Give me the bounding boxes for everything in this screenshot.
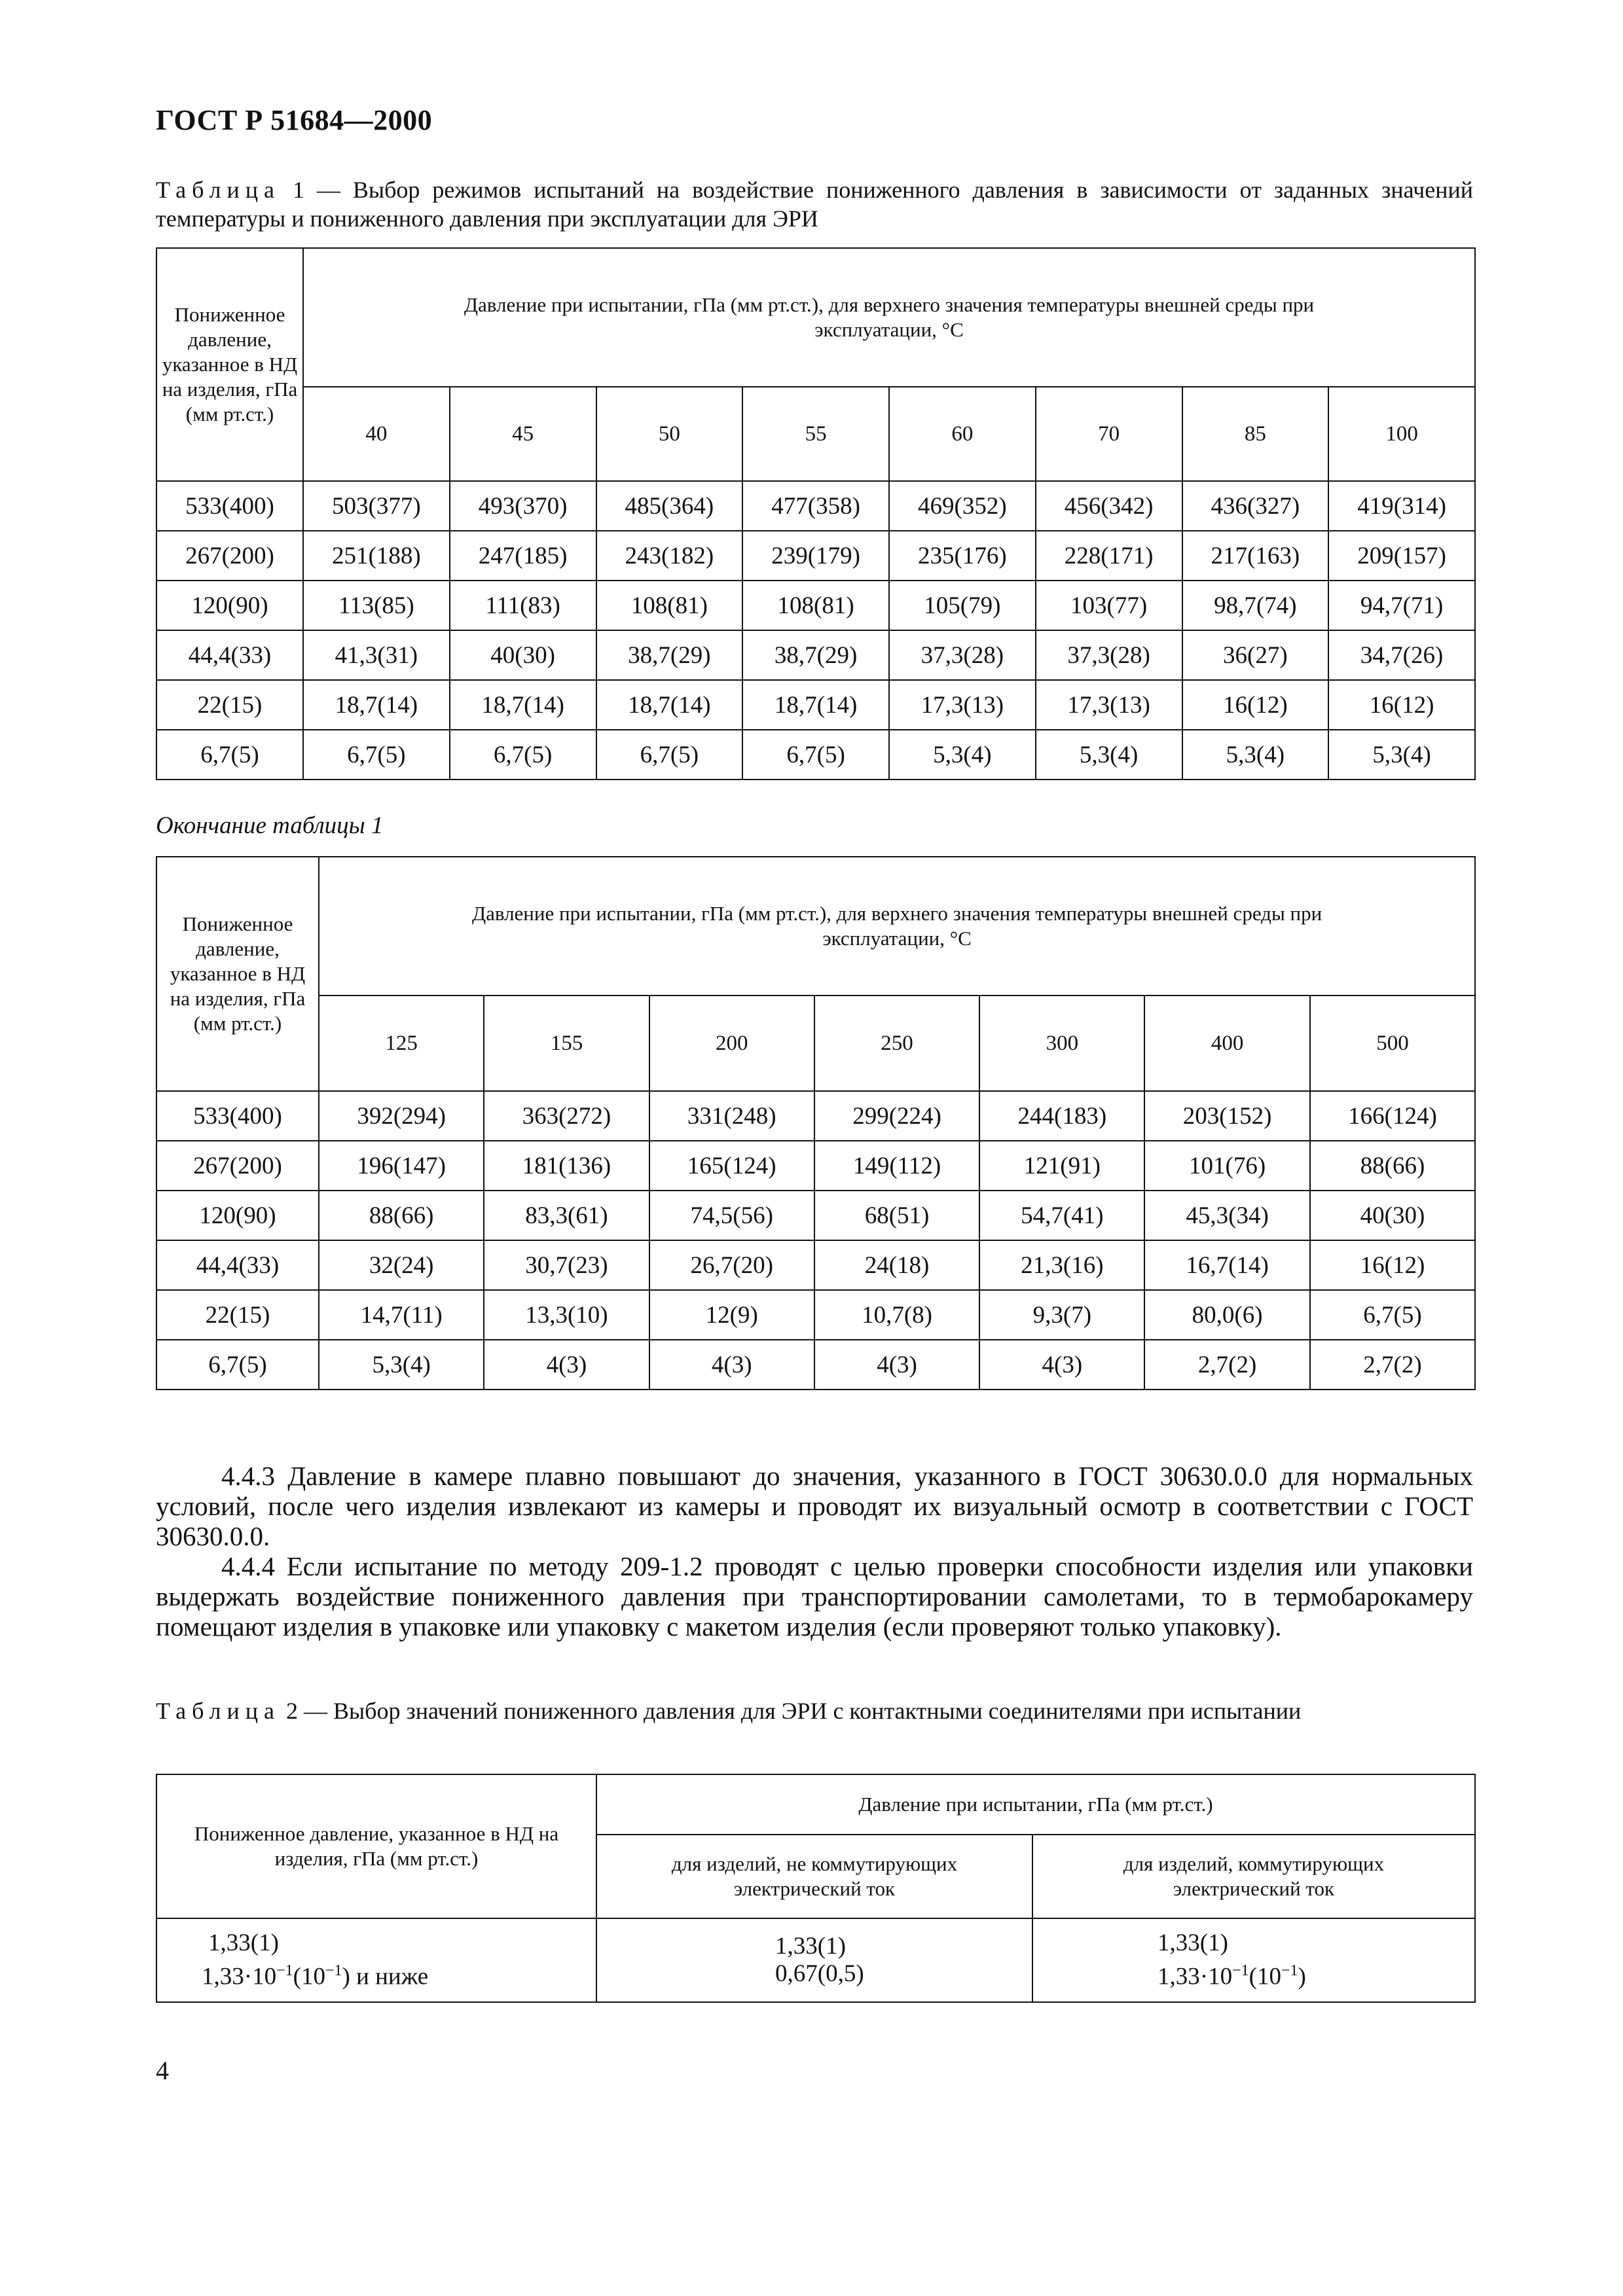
t1-temp-header: 100	[1328, 387, 1475, 481]
table-cell-test-pressure: 18,7(14)	[450, 680, 596, 730]
t1-temp-header: 50	[596, 387, 743, 481]
table-cell-test-pressure: 9,3(7)	[979, 1290, 1144, 1340]
table-cell-test-pressure: 2,7(2)	[1144, 1340, 1309, 1390]
table-cell-test-pressure: 5,3(4)	[1036, 730, 1182, 780]
table-row	[156, 1290, 1475, 1340]
table-cell-test-pressure: 6,7(5)	[303, 730, 450, 780]
paragraph-4-4-4-text: 4.4.4 Если испытание по методу 209-1.2 проводят с целью проверки способности изделия или упаковки выдержать воздействие пониженного давления при транспортировании самолетами, то в термобарокамеру помещают изделия в упаковке или упаковку с макетом изделия (если проверяют только упаковку).	[156, 1551, 1473, 1641]
t1-temp-header: 40	[303, 387, 450, 481]
table-cell-test-pressure: 88(66)	[1310, 1141, 1475, 1191]
table-cell-test-pressure: 4(3)	[484, 1340, 649, 1390]
table-cell-test-pressure: 18,7(14)	[596, 680, 743, 730]
table-cell-test-pressure: 16(12)	[1328, 680, 1475, 730]
table-cell-test-pressure: 6,7(5)	[596, 730, 743, 780]
table-cell-test-pressure: 503(377)	[303, 481, 450, 531]
table-row	[156, 531, 1475, 581]
table-cell-test-pressure: 17,3(13)	[1036, 680, 1182, 730]
table-cell-test-pressure: 4(3)	[814, 1340, 979, 1390]
table-cell-test-pressure: 105(79)	[889, 581, 1036, 630]
table-cell-test-pressure: 228(171)	[1036, 531, 1182, 581]
table1	[156, 247, 1476, 780]
table-cell-test-pressure: 244(183)	[979, 1091, 1144, 1141]
table-cell-test-pressure: 251(188)	[303, 531, 450, 581]
table1-end-col-header: Давление при испытании, гПа (мм рт.ст.), для верхнего значения температуры внешней среды при эксплуатации, °С	[319, 857, 1475, 996]
table2-commuting-line2: $1,33\cdot 10^{-1}(10^{-1})$	[1158, 1962, 1306, 1990]
table-row	[156, 481, 1475, 531]
table-cell-test-pressure: 41,3(31)	[303, 630, 450, 680]
t2-temp-header: 200	[649, 996, 814, 1091]
table2-cell-noncommuting	[596, 1918, 1032, 2002]
table-cell-test-pressure: 456(342)	[1036, 481, 1182, 531]
table-cell-test-pressure: 18,7(14)	[303, 680, 450, 730]
t2-temp-header: 250	[814, 996, 979, 1091]
table-cell-test-pressure: 12(9)	[649, 1290, 814, 1340]
table-cell-test-pressure: 94,7(71)	[1328, 581, 1475, 630]
table-row	[156, 1191, 1475, 1240]
table-cell-test-pressure: 6,7(5)	[1310, 1290, 1475, 1340]
table-cell-test-pressure: 217(163)	[1182, 531, 1329, 581]
table-cell-test-pressure: 6,7(5)	[450, 730, 596, 780]
table-cell-test-pressure: 209(157)	[1328, 531, 1475, 581]
table-cell-test-pressure: 181(136)	[484, 1141, 649, 1191]
table2-row-header: Пониженное давление, указанное в НД на изделия, гПа (мм рт.ст.)	[156, 1774, 596, 1918]
table-cell-test-pressure: 4(3)	[979, 1340, 1144, 1390]
table-cell-test-pressure: 40(30)	[1310, 1191, 1475, 1240]
t1-temp-header: 55	[742, 387, 889, 481]
table1-caption-label: Таблица	[156, 177, 280, 203]
table-cell-nd-pressure: 6,7(5)	[156, 730, 303, 780]
table2-nd-line2: $1,33\cdot 10^{-1}(10^{-1})$ и ниже	[202, 1962, 429, 1990]
table-cell-test-pressure: 4(3)	[649, 1340, 814, 1390]
table-cell-nd-pressure: 120(90)	[156, 581, 303, 630]
table-cell-test-pressure: 80,0(6)	[1144, 1290, 1309, 1340]
table-cell-test-pressure: 5,3(4)	[889, 730, 1036, 780]
table-cell-test-pressure: 477(358)	[742, 481, 889, 531]
table-cell-test-pressure: 38,7(29)	[596, 630, 743, 680]
table-cell-test-pressure: 436(327)	[1182, 481, 1329, 531]
table-cell-test-pressure: 40(30)	[450, 630, 596, 680]
table-cell-nd-pressure: 44,4(33)	[156, 630, 303, 680]
table-row	[156, 680, 1475, 730]
paragraph-4-4-3	[156, 1461, 1473, 1551]
table-cell-test-pressure: 16,7(14)	[1144, 1240, 1309, 1290]
table-cell-test-pressure: 111(83)	[450, 581, 596, 630]
table-cell-test-pressure: 6,7(5)	[742, 730, 889, 780]
t2-temp-header: 300	[979, 996, 1144, 1091]
table-cell-test-pressure: 74,5(56)	[649, 1191, 814, 1240]
table-cell-test-pressure: 113(85)	[303, 581, 450, 630]
table-cell-test-pressure: 16(12)	[1310, 1240, 1475, 1290]
table-cell-test-pressure: 419(314)	[1328, 481, 1475, 531]
table-cell-test-pressure: 101(76)	[1144, 1141, 1309, 1191]
table1-col-header: Давление при испытании, гПа (мм рт.ст.), для верхнего значения температуры внешней среды при эксплуатации, °С	[303, 248, 1475, 387]
table2-col-header: Давление при испытании, гПа (мм рт.ст.)	[596, 1774, 1475, 1835]
table-row	[156, 1340, 1475, 1390]
table-cell-test-pressure: 493(370)	[450, 481, 596, 531]
table2-cell-commuting	[1032, 1918, 1475, 2002]
table-cell-test-pressure: 299(224)	[814, 1091, 979, 1141]
table-cell-test-pressure: 88(66)	[319, 1191, 484, 1240]
page-number: 4	[156, 2056, 169, 2085]
document-header: ГОСТ Р 51684—2000	[156, 104, 433, 136]
table-cell-test-pressure: 68(51)	[814, 1191, 979, 1240]
table-cell-test-pressure: 166(124)	[1310, 1091, 1475, 1141]
table-cell-test-pressure: 469(352)	[889, 481, 1036, 531]
table-row	[156, 1141, 1475, 1191]
table-cell-nd-pressure: 22(15)	[156, 680, 303, 730]
table2-subheader-noncommuting: для изделий, не коммутирующих электрический ток	[596, 1835, 1032, 1918]
table-row	[156, 1240, 1475, 1290]
table2-nd-line1: 1,33(1)	[208, 1929, 279, 1957]
table2-commuting-line1: 1,33(1)	[1158, 1929, 1228, 1957]
table2-noncommuting-line2: 0,67(0,5)	[775, 1960, 864, 1987]
paragraph-4-4-4	[156, 1551, 1473, 1641]
table-cell-test-pressure: 37,3(28)	[1036, 630, 1182, 680]
table-cell-test-pressure: 21,3(16)	[979, 1240, 1144, 1290]
table-cell-test-pressure: 54,7(41)	[979, 1191, 1144, 1240]
table-cell-test-pressure: 26,7(20)	[649, 1240, 814, 1290]
table-cell-nd-pressure: 44,4(33)	[156, 1240, 319, 1290]
table-cell-test-pressure: 103(77)	[1036, 581, 1182, 630]
table-cell-nd-pressure: 22(15)	[156, 1290, 319, 1340]
table-cell-test-pressure: 98,7(74)	[1182, 581, 1329, 630]
table2-caption-label: Таблица	[156, 1698, 280, 1724]
table1-caption-text: 1 — Выбор режимов испытаний на воздействие пониженного давления в зависимости от заданных значений температуры и пониженного давления при эксплуатации для ЭРИ	[156, 177, 1474, 232]
table2-caption	[156, 1696, 1473, 1725]
table-cell-test-pressure: 331(248)	[649, 1091, 814, 1141]
t2-temp-header: 125	[319, 996, 484, 1091]
table1-caption	[156, 175, 1473, 233]
table-cell-test-pressure: 17,3(13)	[889, 680, 1036, 730]
table-cell-test-pressure: 203(152)	[1144, 1091, 1309, 1141]
table-cell-test-pressure: 363(272)	[484, 1091, 649, 1141]
paragraph-4-4-3-text: 4.4.3 Давление в камере плавно повышают до значения, указанного в ГОСТ 30630.0.0 для нормальных условий, после чего изделия извлекают из камеры и проводят их визуальный осмотр в соответствии с ГОСТ 30630.0.0.	[156, 1461, 1473, 1551]
table-cell-test-pressure: 30,7(23)	[484, 1240, 649, 1290]
table-cell-nd-pressure: 267(200)	[156, 531, 303, 581]
table-cell-test-pressure: 24(18)	[814, 1240, 979, 1290]
table-cell-test-pressure: 235(176)	[889, 531, 1036, 581]
table-cell-test-pressure: 37,3(28)	[889, 630, 1036, 680]
table-cell-test-pressure: 5,3(4)	[319, 1340, 484, 1390]
table-cell-test-pressure: 243(182)	[596, 531, 743, 581]
t1-temp-header: 85	[1182, 387, 1329, 481]
table-cell-test-pressure: 10,7(8)	[814, 1290, 979, 1340]
table-cell-nd-pressure: 533(400)	[156, 1091, 319, 1141]
table-cell-test-pressure: 2,7(2)	[1310, 1340, 1475, 1390]
table-row	[156, 630, 1475, 680]
t1-temp-header: 70	[1036, 387, 1182, 481]
table-cell-test-pressure: 239(179)	[742, 531, 889, 581]
table-cell-test-pressure: 32(24)	[319, 1240, 484, 1290]
table-cell-test-pressure: 18,7(14)	[742, 680, 889, 730]
table-cell-nd-pressure: 6,7(5)	[156, 1340, 319, 1390]
table-cell-test-pressure: 392(294)	[319, 1091, 484, 1141]
table-cell-test-pressure: 149(112)	[814, 1141, 979, 1191]
table-row	[156, 581, 1475, 630]
table2-subheader-commuting: для изделий, коммутирующих электрический ток	[1032, 1835, 1475, 1918]
table-cell-nd-pressure: 267(200)	[156, 1141, 319, 1191]
table-cell-test-pressure: 83,3(61)	[484, 1191, 649, 1240]
table-cell-test-pressure: 5,3(4)	[1328, 730, 1475, 780]
table2	[156, 1774, 1476, 2003]
t2-temp-header: 500	[1310, 996, 1475, 1091]
table-cell-test-pressure: 196(147)	[319, 1141, 484, 1191]
t2-temp-header: 155	[484, 996, 649, 1091]
table-cell-test-pressure: 247(185)	[450, 531, 596, 581]
table1-end-row-header: Пониженное давление, указанное в НД на изделия, гПа (мм рт.ст.)	[156, 857, 319, 1091]
table-cell-test-pressure: 108(81)	[596, 581, 743, 630]
table1-row-header: Пониженное давление, указанное в НД на изделия, гПа (мм рт.ст.)	[156, 248, 303, 481]
t2-temp-header: 400	[1144, 996, 1309, 1091]
table-row	[156, 730, 1475, 780]
table-cell-test-pressure: 16(12)	[1182, 680, 1329, 730]
table1-continuation	[156, 856, 1476, 1390]
table-row	[156, 1091, 1475, 1141]
table-cell-test-pressure: 34,7(26)	[1328, 630, 1475, 680]
table2-noncommuting-line1: 1,33(1)	[775, 1933, 846, 1960]
table2-caption-text: 2 — Выбор значений пониженного давления для ЭРИ с контактными соединителями при испытании	[285, 1698, 1302, 1724]
table-cell-test-pressure: 485(364)	[596, 481, 743, 531]
table-cell-test-pressure: 36(27)	[1182, 630, 1329, 680]
table1-continuation-title: Окончание таблицы 1	[156, 812, 384, 839]
t1-temp-header: 60	[889, 387, 1036, 481]
table-cell-test-pressure: 5,3(4)	[1182, 730, 1329, 780]
table-cell-test-pressure: 13,3(10)	[484, 1290, 649, 1340]
table-cell-test-pressure: 14,7(11)	[319, 1290, 484, 1340]
table-cell-test-pressure: 108(81)	[742, 581, 889, 630]
table-cell-test-pressure: 38,7(29)	[742, 630, 889, 680]
table-cell-test-pressure: 121(91)	[979, 1141, 1144, 1191]
table-cell-nd-pressure: 533(400)	[156, 481, 303, 531]
table-cell-test-pressure: 165(124)	[649, 1141, 814, 1191]
t1-temp-header: 45	[450, 387, 596, 481]
table2-cell-nd	[156, 1918, 596, 2002]
table-cell-nd-pressure: 120(90)	[156, 1191, 319, 1240]
table-cell-test-pressure: 45,3(34)	[1144, 1191, 1309, 1240]
